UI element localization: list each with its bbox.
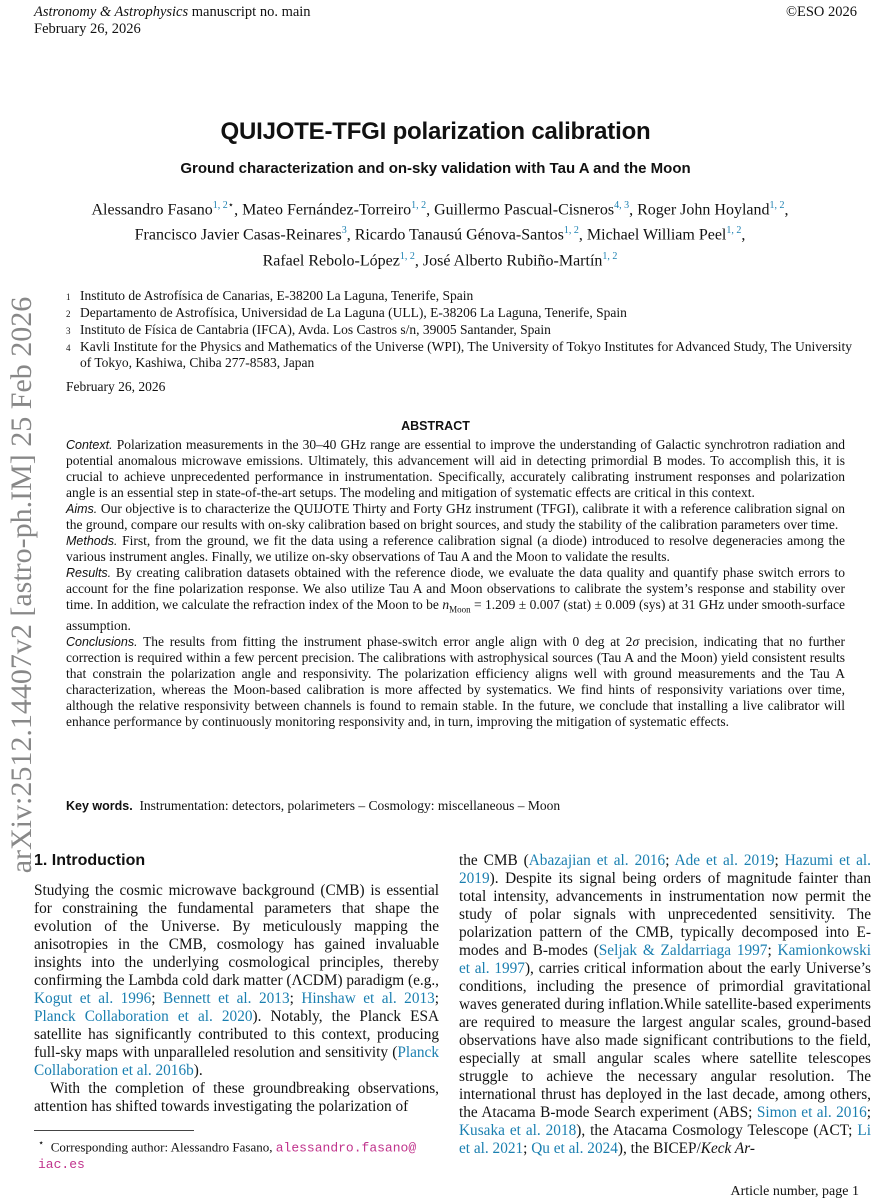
paper-subtitle: Ground characterization and on-sky validation with Tau A and the Moon <box>180 160 691 177</box>
abstract-aims: Aims. Our objective is to characterize the QUIJOTE Thirty and Forty GHz instrument (TFGI), calibrate it with a reference calibration signal on the ground, compare our results with on-sky calibration based on bright sources, and study the stability of the calibration parameters over time. <box>66 501 845 532</box>
affiliation-link[interactable]: 3 <box>341 225 347 237</box>
citation-link[interactable]: Hinshaw et al. 2013 <box>301 990 435 1007</box>
citation-link[interactable]: Hazumi et al. 2019 <box>459 852 871 887</box>
paragraph: the CMB (Abazajian et al. 2016; Ade et al. 2019; Hazumi et al. 2019). Despite its signal being orders of magnitude fainter than total intensity, advancements in instrumentation now permit the study of polar signals with unprecedented sensitivity. The polarization pattern of the CMB, typically decomposed into E-modes and B-modes (Seljak & Zaldarriaga 1997; Kamionkowski et al. 1997), carries critical information about the early Universe’s conditions, including the presence of primordial gravitational waves generated during inflation.While satellite-based experiments are required to measure the largest angular scales, ground-based observations have also made significant contributions to the field, especially at small angular scales where satellite telescopes struggle to achieve the necessary angular resolution. The international thrust has deployed in the last decade, among others, the Atacama B-mode Search experiment (ABS; Simon et al. 2016; Kusaka et al. 2018), the Atacama Cosmology Telescope (ACT; Li et al. 2021; Qu et al. 2024), the BICEP/Keck Ar- <box>459 852 871 1157</box>
section-heading: 1. Introduction <box>34 852 146 869</box>
abstract-results: Results. By creating calibration datasets obtained with the reference diode, we evaluate the data quality and quantify phase switch errors to account for the fine polarization response. We also utilize Tau A and Moon observations to calibrate the system’s response and stability over time. In addition, we calculate the refraction index of the Moon to be $n_{Moon} = 1.209 \pm 0.007$ (stat) ± 0.009 (sys) at 31 GHz under smooth-surface assumption. <box>66 565 846 633</box>
affiliation-link[interactable]: 4, 3 <box>614 200 630 211</box>
citation-link[interactable]: Abazajian et al. 2016 <box>528 852 666 869</box>
paper-title: QUIJOTE-TFGI polarization calibration <box>220 118 651 145</box>
citation-link[interactable]: Qu et al. 2024 <box>531 1140 618 1157</box>
copyright: ©ESO 2026 <box>785 4 857 20</box>
running-header <box>34 4 311 38</box>
footnote-star: ⋆ <box>38 1138 45 1149</box>
author: José Alberto Rubiño-Martín <box>422 251 603 269</box>
author-list: Alessandro Fasano$^{1, 2⋆}$, Mateo Fernández-Torreiro$^{1, 2}$, Guillermo Pascual-Cisneros$^{4, 3}$, Roger John Hoyland$^{1, 2}$, Francisco Javier Casas-Reinares$^3$, Ricardo Tanausú Génova-Santos$^{1, 2}$, Michael William Peel$^{1, 2}$, Rafael Rebolo-López$^{1, 2}$, José Alberto Rubiño-Martín$^{1, 2}$ <box>91 200 789 269</box>
keywords <box>66 798 845 814</box>
affiliation-link[interactable]: 1, 2 <box>726 225 742 237</box>
affiliation-link[interactable]: 1, 2 <box>399 250 415 262</box>
email-link[interactable]: alessandro.fasano@ <box>275 1140 417 1156</box>
citation-link[interactable]: Simon et al. 2016 <box>756 1104 867 1121</box>
author: Francisco Javier Casas-Reinares <box>134 226 342 244</box>
author: Rafael Rebolo-López <box>262 251 400 269</box>
keywords-text: Instrumentation: detectors, polarimeters – Cosmology: miscellaneous – Moon <box>139 798 561 813</box>
email-link-continued[interactable]: iac.es <box>38 1157 85 1173</box>
header-date: February 26, 2026 <box>34 21 141 37</box>
paragraph: With the completion of these groundbreaking observations, attention has shifted towards investigating the polarization of <box>34 1080 439 1115</box>
affiliation-link[interactable]: 1, 2 <box>411 200 427 211</box>
manuscript-number: manuscript no. main <box>191 4 311 20</box>
affiliation-link[interactable]: 1, 2 <box>563 225 579 237</box>
corresponding-star[interactable]: ⋆ <box>227 200 235 211</box>
citation-link[interactable]: Li et al. 2021 <box>459 1122 871 1157</box>
author: Roger John Hoyland <box>637 201 770 219</box>
author: Alessandro Fasano <box>91 201 213 219</box>
citation-link[interactable]: Ade et al. 2019 <box>674 852 775 869</box>
citation-link[interactable]: Kusaka et al. 2018 <box>459 1122 577 1139</box>
affiliation: 1 Instituto de Astrofísica de Canarias, E-38200 La Laguna, Tenerife, Spain <box>66 288 474 303</box>
abstract-methods: Methods. First, from the ground, we fit the data using a reference calibration signal (a diode) introduced to resolve degeneracies among the various instrument angles. Finally, we utilize on-sky observations of Tau A and the Moon to validate the results. <box>66 533 846 564</box>
paragraph: Studying the cosmic microwave background (CMB) is essential for constraining the fundamental parameters that shape the evolution of the Universe. By meticulously mapping the anisotropies in the CMB, cosmology has gained invaluable insights into the underlying cosmological principles, thereby confirming the Lambda cold dark matter (ΛCDM) paradigm (e.g., Kogut et al. 1996; Bennett et al. 2013; Hinshaw et al. 2013; Planck Collaboration et al. 2020). Notably, the Planck ESA satellite has significantly contributed to this context, producing full-sky maps with unparalleled resolution and sensitivity (Planck Collaboration et al. 2016b). <box>34 882 440 1079</box>
page-footer: Article number, page 1 <box>730 1184 859 1199</box>
citation-link[interactable]: Kamionkowski et al. 1997 <box>459 942 871 977</box>
affiliation-link[interactable]: 1, 2 <box>769 200 785 211</box>
abstract <box>66 437 845 730</box>
arxiv-sidebar[interactable]: arXiv:2512.14407v2 [astro-ph.IM] 25 Feb 2026 <box>5 296 38 874</box>
affiliation: 2 Departamento de Astrofísica, Universidad de La Laguna (ULL), E-38206 La Laguna, Tenerife, Spain <box>66 305 627 320</box>
submission-date: February 26, 2026 <box>66 379 166 394</box>
abstract-heading: ABSTRACT <box>401 419 470 433</box>
author: Guillermo Pascual-Cisneros <box>434 201 615 219</box>
citation-link[interactable]: Bennett et al. 2013 <box>163 990 290 1007</box>
left-column <box>34 882 439 1116</box>
citation-link[interactable]: Seljak & Zaldarriaga 1997 <box>598 942 768 959</box>
author: Ricardo Tanausú Génova-Santos <box>354 226 564 244</box>
footnote: ⋆ Corresponding author: Alessandro Fasano, alessandro.fasano@ iac.es <box>38 1138 417 1173</box>
author: Mateo Fernández-Torreiro <box>242 201 412 219</box>
footnote-rule <box>34 1130 194 1131</box>
abstract-conclusions: Conclusions. The results from fitting the instrument phase-switch error angle align with 0 deg at 2σ precision, indicating that no further correction is required within a few percent precision. The calibrations with astrophysical sources (Tau A and the Moon) yield consistent results that constrain the polarization angle and responsivity. The polarization efficiency aligns well with ground measurements and the Tau A characterization, whereas the Moon-based calibration is more affected by systematics. We find hints of responsivity variations over time, although the relative responsivity between channels is found to remain stable. In the future, we conclude that installing a live calibrator will enhance performance by continuously monitoring responsivity and, in turn, improving the mitigation of systematic effects. <box>66 633 845 729</box>
abstract-context: Context. Polarization measurements in the 30–40 GHz range are essential to improve the understanding of Galactic synchrotron radiation and potential anomalous microwave emissions. Ultimately, this advancement will aid in detecting primordial B modes. To accomplish this, it is crucial to achieve unprecedented performance in instrumentation. Specifically, accurately calibrating instrument responses and polarization angle is an essential step in state-of-the-art setups. The modeling and mitigation of systematic effects are critical in this context. <box>66 437 846 500</box>
affiliation-link[interactable]: 1, 2 <box>212 200 228 211</box>
affiliations <box>66 288 856 371</box>
keywords-label: Key words. <box>66 799 133 813</box>
author: Michael William Peel <box>586 226 727 244</box>
affiliation-link[interactable]: 1, 2 <box>602 250 618 262</box>
affiliation: 3 Instituto de Física de Cantabria (IFCA), Avda. Los Castros s/n, 39005 Santander, Spain <box>66 322 551 337</box>
citation-link[interactable]: Planck Collaboration et al. 2020 <box>34 1008 253 1025</box>
citation-link[interactable]: Kogut et al. 1996 <box>34 990 152 1007</box>
citation-link[interactable]: Planck Collaboration et al. 2016b <box>34 1044 439 1079</box>
journal-name: Astronomy & Astrophysics <box>34 4 189 20</box>
right-column <box>459 852 871 1158</box>
affiliation: 4 Kavli Institute for the Physics and Mathematics of the Universe (WPI), The University of Tokyo Institutes for Advanced Study, The University of Tokyo, Kashiwa, Chiba 277-8583, Japan <box>66 339 853 370</box>
